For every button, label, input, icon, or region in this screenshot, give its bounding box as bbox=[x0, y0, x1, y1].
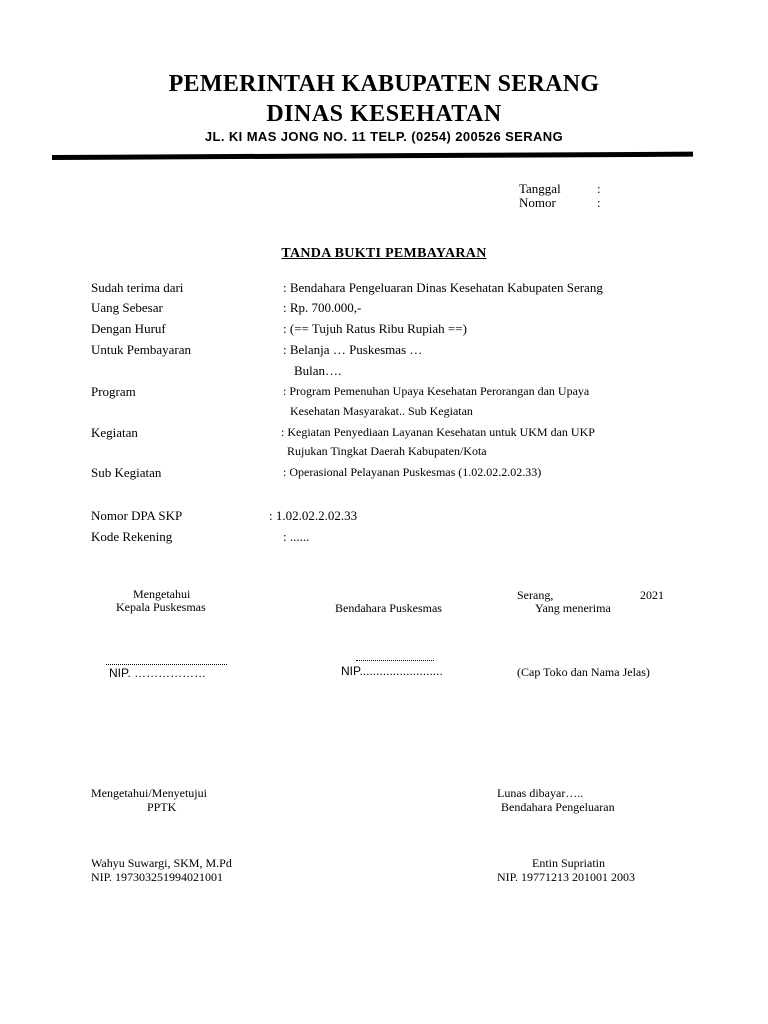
untuk-value-2: Bulan…. bbox=[294, 363, 342, 378]
tanggal-colon: : bbox=[597, 181, 601, 196]
huruf-label: Dengan Huruf bbox=[91, 321, 166, 336]
department-name: DINAS KESEHATAN bbox=[266, 101, 502, 127]
program-value-2: Kesehatan Masyarakat.. Sub Kegiatan bbox=[290, 404, 473, 418]
tanggal-label: Tanggal bbox=[519, 181, 561, 196]
yang-menerima-label: Yang menerima bbox=[535, 601, 611, 615]
year-label: 2021 bbox=[640, 588, 664, 602]
header-divider bbox=[52, 152, 693, 160]
dpa-label: Nomor DPA SKP bbox=[91, 508, 183, 523]
lunas-label: Lunas dibayar….. bbox=[497, 786, 584, 800]
pptk-nip: NIP. 197303251994021001 bbox=[91, 870, 224, 884]
bendahara-nip: NIP......................... bbox=[341, 664, 443, 678]
kepala-nip: NIP. ……………… bbox=[109, 666, 207, 680]
uang-label: Uang Sebesar bbox=[91, 300, 163, 315]
program-value: : Program Pemenuhan Upaya Kesehatan Perorangan dan Upaya bbox=[283, 384, 590, 398]
agency-address: JL. KI MAS JONG NO. 11 TELP. (0254) 200526 SERANG bbox=[204, 129, 564, 144]
rekening-label: Kode Rekening bbox=[91, 529, 173, 544]
bendahara-puskesmas-label: Bendahara Puskesmas bbox=[335, 601, 442, 615]
subkeg-label: Sub Kegiatan bbox=[91, 465, 162, 480]
mengetahui-label: Mengetahui bbox=[133, 587, 191, 601]
bendahara-pengeluaran-label: Bendahara Pengeluaran bbox=[501, 800, 615, 814]
bendahara-signature-line bbox=[356, 660, 434, 661]
subkeg-value: : Operasional Pelayanan Puskesmas (1.02.02.2.02.33) bbox=[283, 465, 542, 479]
cap-toko-label: (Cap Toko dan Nama Jelas) bbox=[517, 665, 650, 679]
bp-name: Entin Supriatin bbox=[532, 856, 605, 870]
sudah-terima-value: : Bendahara Pengeluaran Dinas Kesehatan Kabupaten Serang bbox=[283, 280, 603, 295]
mengetahui-menyetujui-label: Mengetahui/Menyetujui bbox=[91, 786, 207, 800]
program-label: Program bbox=[91, 384, 136, 399]
uang-value: : Rp. 700.000,- bbox=[283, 300, 362, 315]
nomor-label: Nomor bbox=[519, 195, 556, 210]
nomor-colon: : bbox=[597, 195, 601, 210]
untuk-label: Untuk Pembayaran bbox=[91, 342, 192, 357]
serang-label: Serang, bbox=[517, 588, 554, 602]
pptk-name: Wahyu Suwargi, SKM, M.Pd bbox=[91, 856, 232, 870]
kepala-puskesmas-label: Kepala Puskesmas bbox=[116, 600, 206, 614]
kegiatan-label: Kegiatan bbox=[91, 425, 138, 440]
sudah-terima-label: Sudah terima dari bbox=[91, 280, 184, 295]
dpa-value: : 1.02.02.2.02.33 bbox=[269, 508, 358, 523]
kepala-signature-line bbox=[106, 664, 227, 665]
untuk-value: : Belanja … Puskesmas … bbox=[283, 342, 423, 357]
document-title: TANDA BUKTI PEMBAYARAN bbox=[281, 246, 487, 261]
huruf-value: : (== Tujuh Ratus Ribu Rupiah ==) bbox=[283, 321, 467, 336]
agency-name: PEMERINTAH KABUPATEN SERANG bbox=[168, 71, 600, 97]
rekening-value: : ...... bbox=[283, 529, 310, 544]
kegiatan-value: : Kegiatan Penyediaan Layanan Kesehatan untuk UKM dan UKP bbox=[281, 425, 595, 439]
kegiatan-value-2: Rujukan Tingkat Daerah Kabupaten/Kota bbox=[287, 444, 487, 458]
bp-nip: NIP. 19771213 201001 2003 bbox=[497, 870, 636, 884]
pptk-label: PPTK bbox=[147, 800, 177, 814]
